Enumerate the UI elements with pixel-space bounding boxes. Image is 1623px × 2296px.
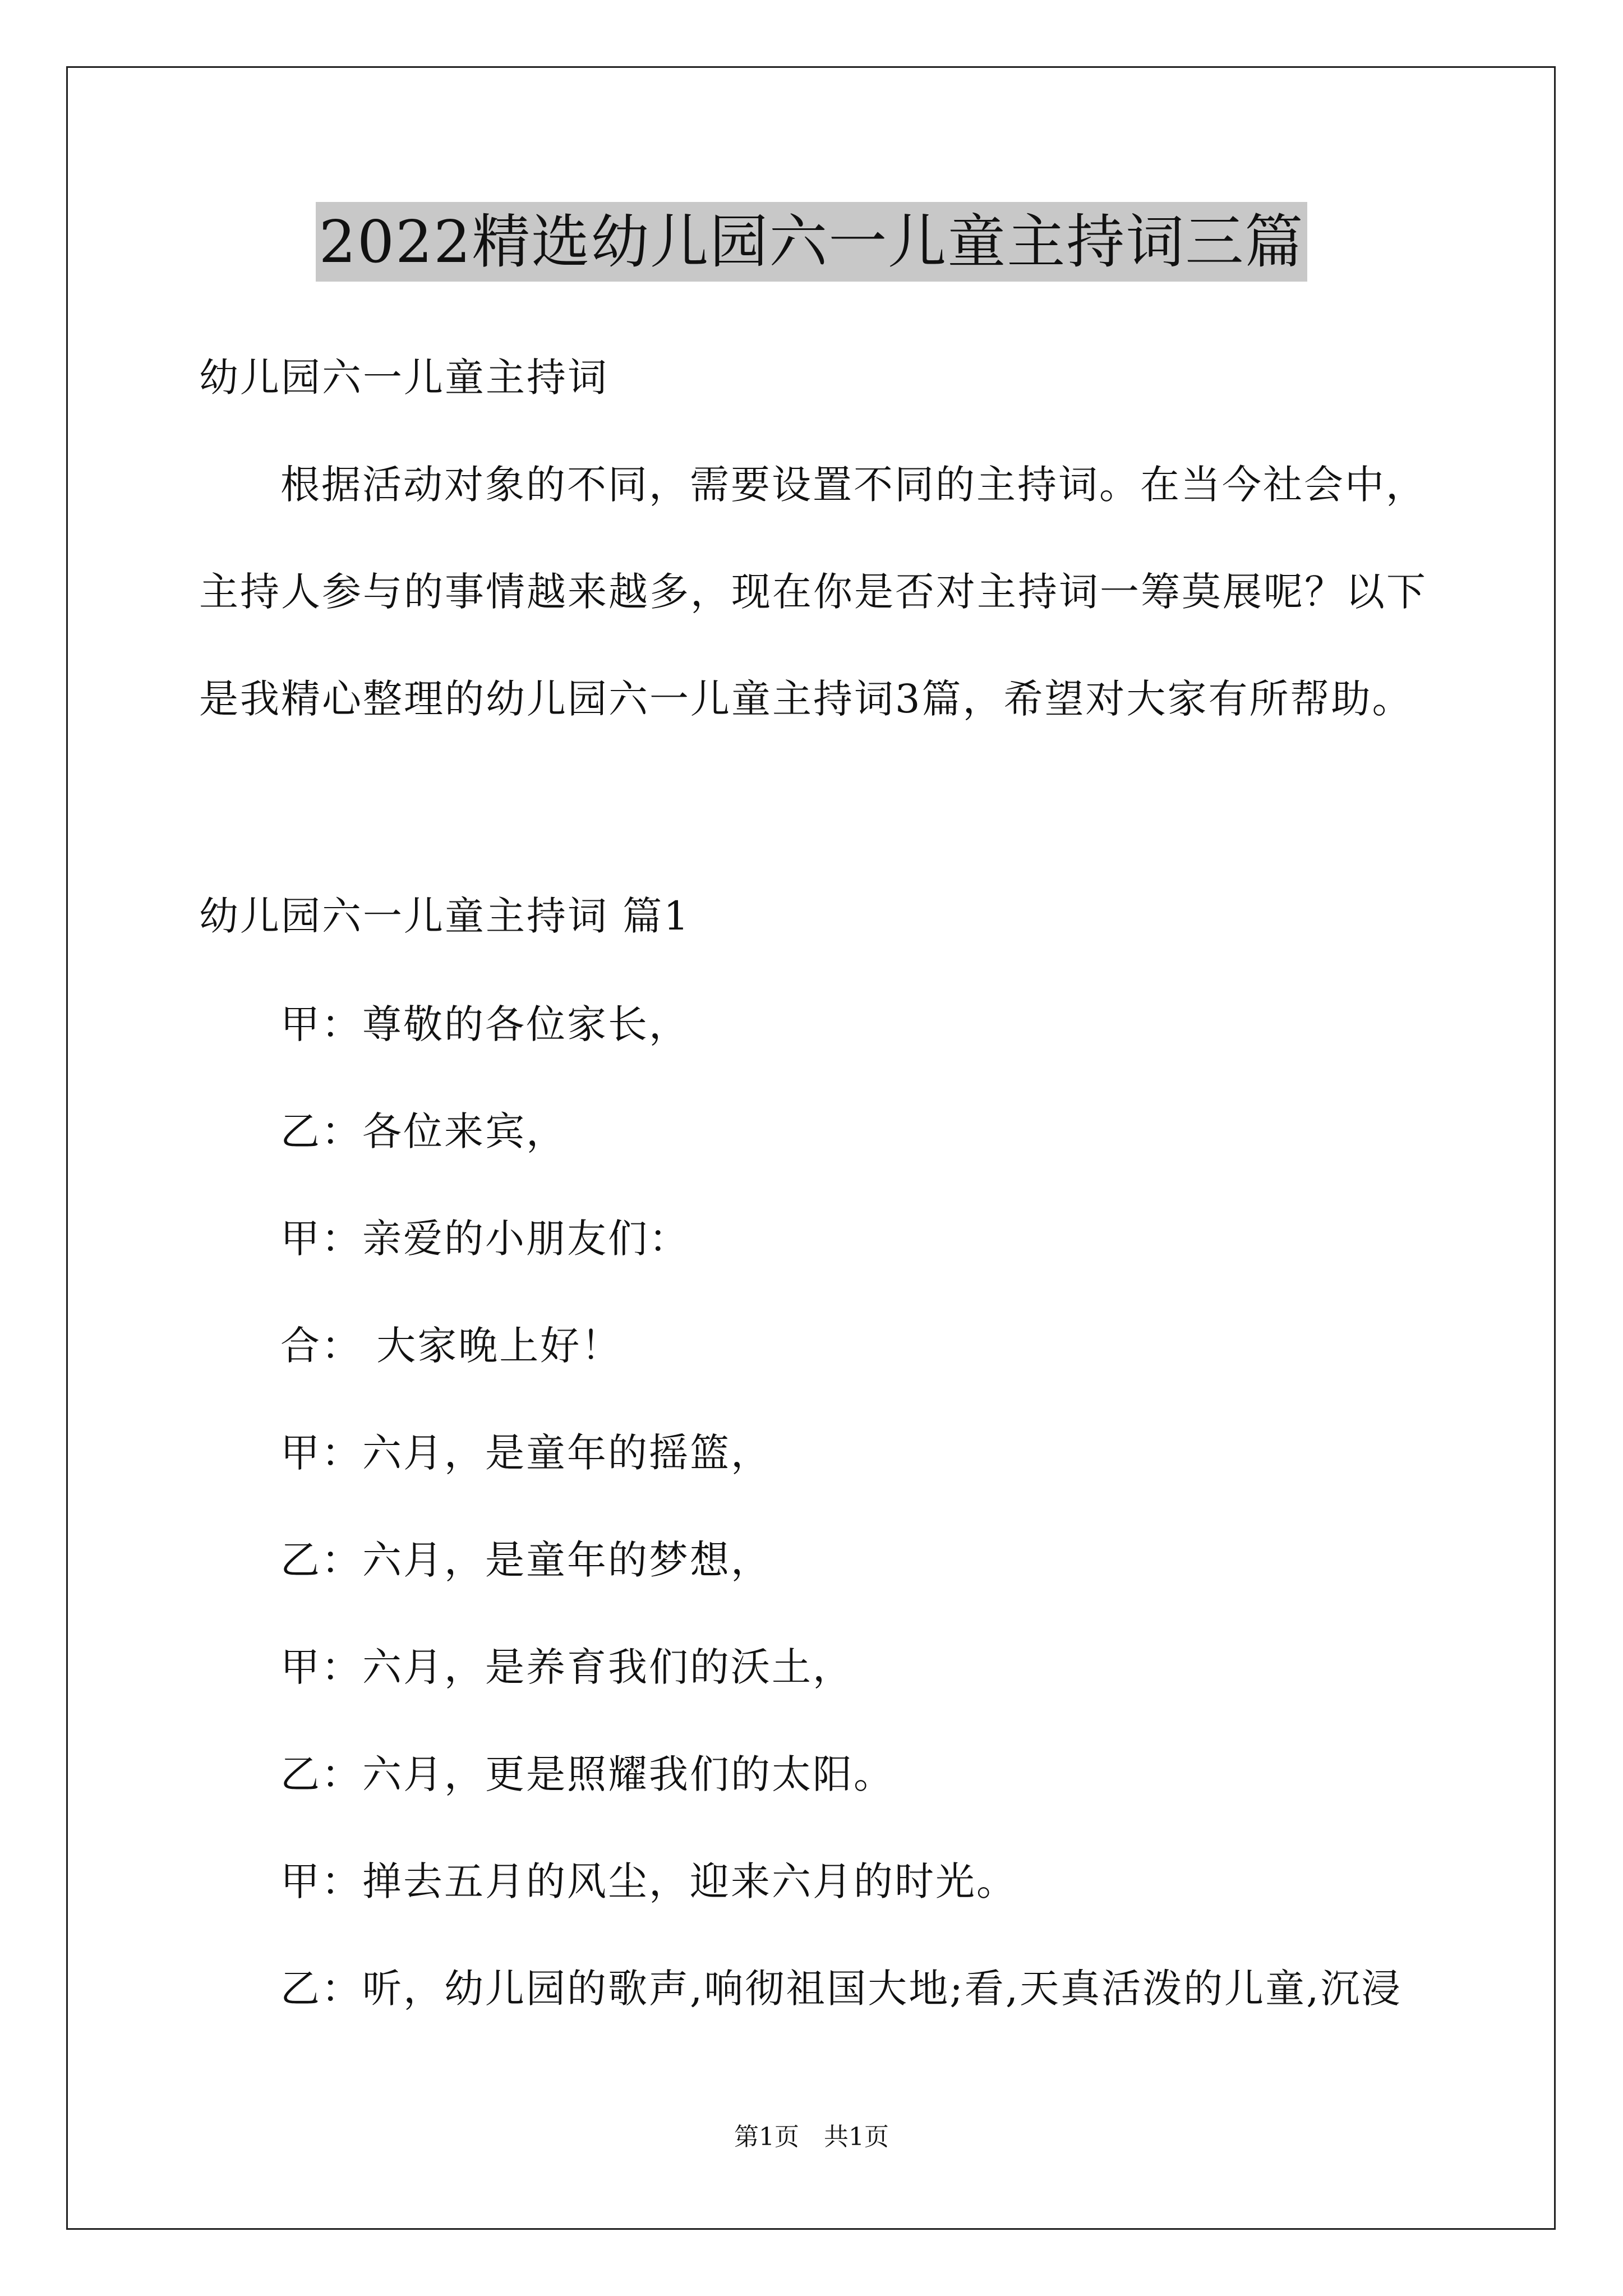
dialogue-line: 甲：尊敬的各位家长， [280, 1001, 690, 1047]
section-heading: 幼儿园六一儿童主持词 篇1 [199, 893, 690, 939]
dialogue-line: 乙：六月，是童年的梦想， [280, 1537, 772, 1583]
dialogue-line: 甲：亲爱的小朋友们： [280, 1216, 690, 1262]
intro-line-1: 根据活动对象的不同，需要设置不同的主持词。在当今社会中， [280, 462, 1427, 508]
document-title: 2022精选幼儿园六一儿童主持词三篇 [316, 202, 1308, 282]
dialogue-line: 甲：掸去五月的风尘，迎来六月的时光。 [280, 1858, 1017, 1904]
intro-line-2: 主持人参与的事情越来越多，现在你是否对主持词一筹莫展呢？以下 [199, 569, 1427, 615]
dialogue-line: 甲：六月，是养育我们的沃土， [280, 1644, 854, 1690]
dialogue-line: 乙：六月，更是照耀我们的太阳。 [280, 1751, 895, 1797]
page-number-footer: 第1页 共1页 [734, 2123, 889, 2151]
intro-line-3: 是我精心整理的幼儿园六一儿童主持词3篇，希望对大家有所帮助。 [199, 676, 1413, 722]
dialogue-line: 乙：各位来宾， [280, 1108, 567, 1154]
dialogue-line: 乙：听，幼儿园的歌声,响彻祖国大地;看,天真活泼的儿童,沉浸 [280, 1966, 1403, 2012]
subtitle: 幼儿园六一儿童主持词 [199, 355, 608, 401]
dialogue-line: 合： 大家晚上好！ [280, 1323, 623, 1369]
dialogue-line: 甲：六月，是童年的摇篮， [280, 1430, 772, 1476]
title-container [0, 202, 1623, 282]
